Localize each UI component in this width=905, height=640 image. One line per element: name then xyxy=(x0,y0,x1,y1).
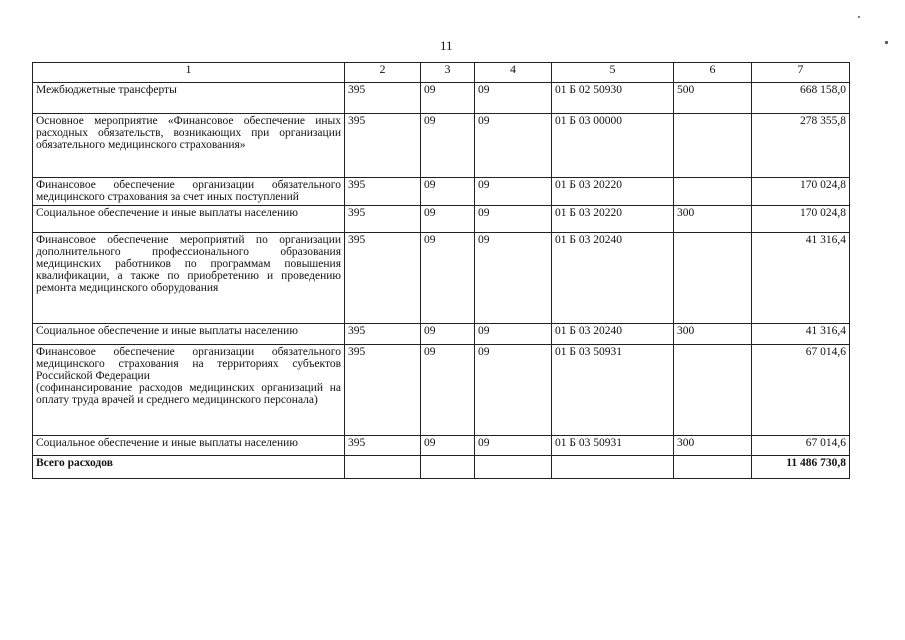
scan-speck xyxy=(858,16,860,18)
empty-cell xyxy=(345,456,421,479)
row-admin-code: 395 xyxy=(345,324,421,345)
row-name: Финансовое обеспечение организации обязательного медицинского страхования за счет иных поступлений xyxy=(33,178,345,206)
row-admin-code: 395 xyxy=(345,114,421,178)
row-section: 09 xyxy=(421,206,475,233)
row-subsection: 09 xyxy=(475,345,552,436)
column-header: 2 xyxy=(345,63,421,83)
column-header: 7 xyxy=(752,63,850,83)
budget-table xyxy=(32,62,850,479)
column-header: 1 xyxy=(33,63,345,83)
row-name: Финансовое обеспечение организации обязательного медицинского страхования на территориях субъектов Российской Федерации (софинансирование расходов медицинских организаций на оплату труда врачей и среднего медицинского персонала) xyxy=(33,345,345,436)
table-row xyxy=(33,436,850,456)
table-row xyxy=(33,83,850,114)
table-row xyxy=(33,233,850,324)
row-section: 09 xyxy=(421,436,475,456)
page-number: 11 xyxy=(440,38,453,53)
row-amount: 41 316,4 xyxy=(752,233,850,324)
row-amount: 278 355,8 xyxy=(752,114,850,178)
total-row xyxy=(33,456,850,479)
row-subsection: 09 xyxy=(475,233,552,324)
row-admin-code: 395 xyxy=(345,233,421,324)
row-name: Финансовое обеспечение мероприятий по организации дополнительного профессионального образования медицинских работников по программам повышения квалификации, а также по приобретению и проведению ремонта медицинского оборудования xyxy=(33,233,345,324)
row-section: 09 xyxy=(421,233,475,324)
row-section: 09 xyxy=(421,178,475,206)
row-expense-type: 300 xyxy=(674,206,752,233)
row-subsection: 09 xyxy=(475,206,552,233)
table-row xyxy=(33,324,850,345)
row-target-code: 01 Б 03 20220 xyxy=(552,178,674,206)
row-name: Межбюджетные трансферты xyxy=(33,83,345,114)
row-target-code: 01 Б 03 20240 xyxy=(552,233,674,324)
row-subsection: 09 xyxy=(475,324,552,345)
row-amount: 67 014,6 xyxy=(752,345,850,436)
row-admin-code: 395 xyxy=(345,83,421,114)
row-name: Социальное обеспечение и иные выплаты населению xyxy=(33,436,345,456)
row-target-code: 01 Б 03 20220 xyxy=(552,206,674,233)
row-name: Социальное обеспечение и иные выплаты населению xyxy=(33,206,345,233)
row-amount: 170 024,8 xyxy=(752,206,850,233)
row-amount: 67 014,6 xyxy=(752,436,850,456)
row-expense-type xyxy=(674,178,752,206)
row-expense-type: 300 xyxy=(674,436,752,456)
row-section: 09 xyxy=(421,83,475,114)
row-expense-type xyxy=(674,114,752,178)
row-target-code: 01 Б 02 50930 xyxy=(552,83,674,114)
empty-cell xyxy=(552,456,674,479)
table-row xyxy=(33,114,850,178)
row-target-code: 01 Б 03 50931 xyxy=(552,345,674,436)
column-header: 4 xyxy=(475,63,552,83)
row-expense-type: 500 xyxy=(674,83,752,114)
table-row xyxy=(33,206,850,233)
table-row xyxy=(33,178,850,206)
row-amount: 170 024,8 xyxy=(752,178,850,206)
row-admin-code: 395 xyxy=(345,345,421,436)
row-section: 09 xyxy=(421,324,475,345)
row-amount: 41 316,4 xyxy=(752,324,850,345)
row-expense-type xyxy=(674,345,752,436)
row-amount: 668 158,0 xyxy=(752,83,850,114)
total-label: Всего расходов xyxy=(33,456,345,479)
row-name: Социальное обеспечение и иные выплаты населению xyxy=(33,324,345,345)
column-header: 6 xyxy=(674,63,752,83)
row-target-code: 01 Б 03 20240 xyxy=(552,324,674,345)
row-subsection: 09 xyxy=(475,178,552,206)
column-header: 3 xyxy=(421,63,475,83)
row-target-code: 01 Б 03 50931 xyxy=(552,436,674,456)
row-expense-type: 300 xyxy=(674,324,752,345)
scan-speck xyxy=(885,41,888,44)
table-header-row xyxy=(33,63,850,83)
table-row xyxy=(33,345,850,436)
row-section: 09 xyxy=(421,114,475,178)
row-expense-type xyxy=(674,233,752,324)
row-subsection: 09 xyxy=(475,114,552,178)
row-admin-code: 395 xyxy=(345,206,421,233)
total-amount: 11 486 730,8 xyxy=(752,456,850,479)
row-subsection: 09 xyxy=(475,83,552,114)
row-admin-code: 395 xyxy=(345,178,421,206)
row-section: 09 xyxy=(421,345,475,436)
empty-cell xyxy=(475,456,552,479)
row-subsection: 09 xyxy=(475,436,552,456)
row-admin-code: 395 xyxy=(345,436,421,456)
row-target-code: 01 Б 03 00000 xyxy=(552,114,674,178)
row-name: Основное мероприятие «Финансовое обеспечение иных расходных обязательств, возникающих при организации обязательного медицинского страхования» xyxy=(33,114,345,178)
empty-cell xyxy=(674,456,752,479)
column-header: 5 xyxy=(552,63,674,83)
empty-cell xyxy=(421,456,475,479)
